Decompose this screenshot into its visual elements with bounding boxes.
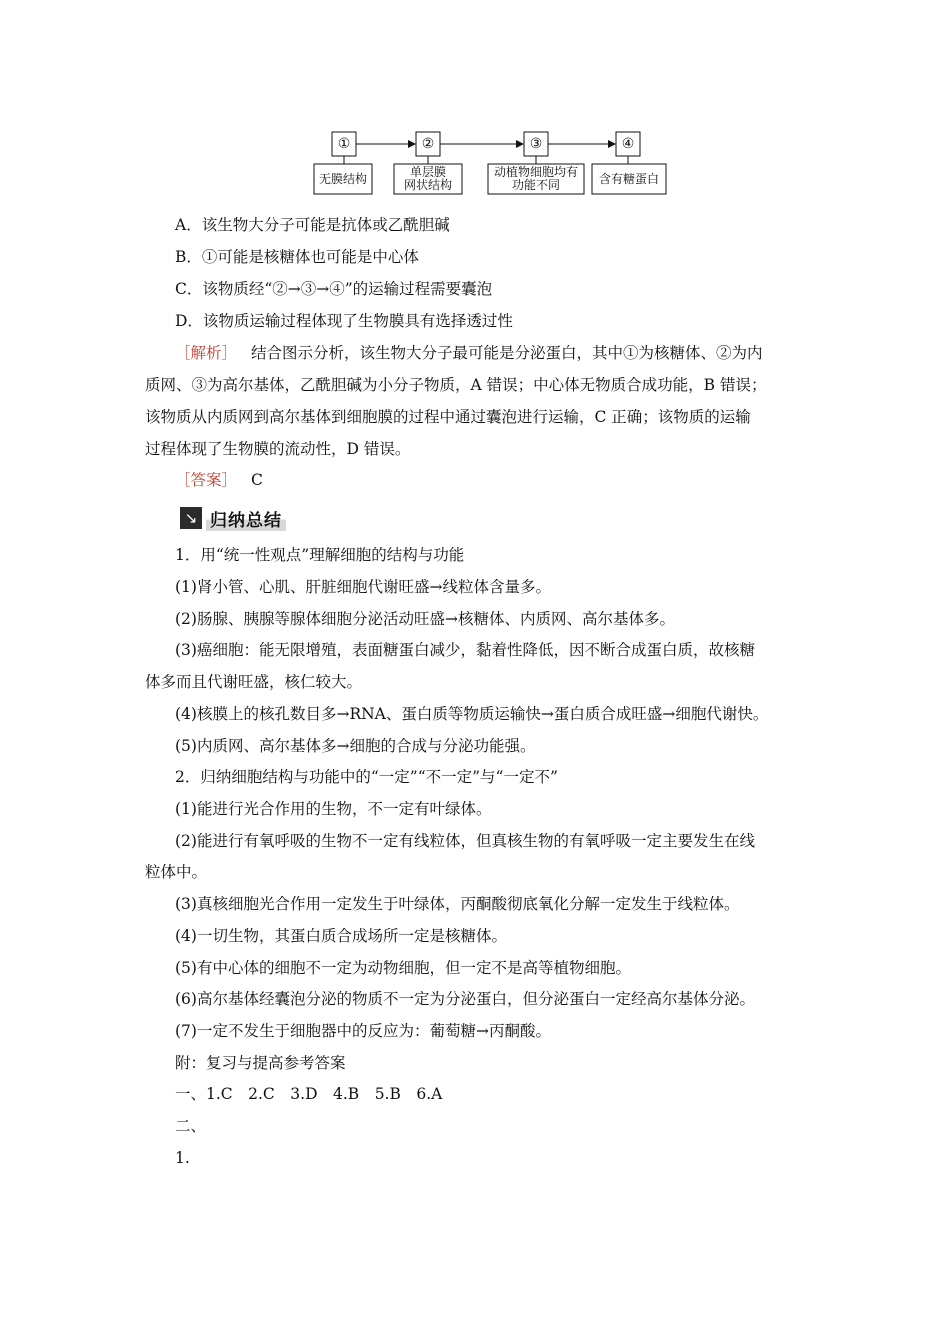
analysis-line-3: 该物质从内质网到高尔基体到细胞膜的过程中通过囊泡进行运输，C 正确；该物质的运输 (145, 408, 751, 426)
summary-line: (4)一切生物，其蛋白质合成场所一定是核糖体。 (175, 927, 507, 945)
summary-line: (2)肠腺、胰腺等腺体细胞分泌活动旺盛→核糖体、内质网、高尔基体多。 (175, 610, 675, 628)
label-2: 单层膜 网状结构 (403, 165, 452, 192)
label-3: 动植物细胞均有 功能不同 (493, 165, 578, 192)
summary-line: (1)肾小管、心肌、肝脏细胞代谢旺盛→线粒体含量多。 (175, 578, 551, 596)
summary-line: (5)有中心体的细胞不一定为动物细胞，但一定不是高等植物细胞。 (175, 959, 631, 977)
organelle-flow-diagram (300, 128, 680, 200)
answer-line (175, 470, 263, 490)
summary-line: (7)一定不发生于细胞器中的反应为：葡萄糖→丙酮酸。 (175, 1022, 551, 1040)
summary-line: (6)高尔基体经囊泡分泌的物质不一定为分泌蛋白，但分泌蛋白一定经高尔基体分泌。 (175, 990, 755, 1008)
node-2: ② (421, 136, 435, 152)
analysis-line-1: 结合图示分析，该生物大分子最可能是分泌蛋白，其中①为核糖体、②为内 (251, 344, 763, 362)
analysis-line-4: 过程体现了生物膜的流动性，D 错误。 (145, 440, 411, 458)
analysis-tag: ［解析］ (175, 344, 238, 362)
summary-line: 一、1.C 2.C 3.D 4.B 5.B 6.A (175, 1085, 443, 1103)
summary-line: 1．用“统一性观点”理解细胞的结构与功能 (175, 546, 465, 564)
summary-line: 体多而且代谢旺盛，核仁较大。 (145, 673, 363, 691)
summary-line: (4)核膜上的核孔数目多→RNA、蛋白质等物质运输快→蛋白质合成旺盛→细胞代谢快。 (175, 705, 769, 723)
answer-value: C (251, 471, 263, 489)
label-1: 无膜结构 (318, 172, 367, 186)
summary-line: 二、 (175, 1117, 207, 1135)
node-4: ④ (621, 136, 635, 152)
summary-title: 归纳总结 (206, 506, 286, 531)
summary-header (180, 505, 286, 531)
analysis-line-2: 质网、③为高尔基体，乙酰胆碱为小分子物质，A 错误；中心体无物质合成功能，B 错误； (145, 376, 767, 394)
summary-line: 附：复习与提高参考答案 (175, 1054, 346, 1072)
answer-tag: ［答案］ (175, 471, 238, 489)
summary-line: (3)癌细胞：能无限增殖，表面糖蛋白减少，黏着性降低，因不断合成蛋白质，故核糖 (175, 641, 755, 659)
option-a: A．该生物大分子可能是抗体或乙酰胆碱 (175, 216, 450, 234)
summary-line: 2．归纳细胞结构与功能中的“一定”“不一定”与“一定不” (175, 768, 558, 786)
option-b: B．①可能是核糖体也可能是中心体 (175, 248, 419, 266)
label-4: 含有糖蛋白 (598, 172, 659, 186)
option-c: C．该物质经“②→③→④”的运输过程需要囊泡 (175, 280, 493, 298)
summary-line: 1. (175, 1149, 190, 1167)
analysis-first-line (175, 343, 763, 363)
arrow-down-right-icon: ↘ (180, 507, 202, 529)
node-1: ① (337, 136, 351, 152)
summary-line: (5)内质网、高尔基体多→细胞的合成与分泌功能强。 (175, 737, 536, 755)
option-d: D．该物质运输过程体现了生物膜具有选择透过性 (175, 312, 513, 330)
summary-line: (1)能进行光合作用的生物，不一定有叶绿体。 (175, 800, 492, 818)
summary-line: 粒体中。 (145, 863, 208, 881)
summary-line: (2)能进行有氧呼吸的生物不一定有线粒体，但真核生物的有氧呼吸一定主要发生在线 (175, 832, 755, 850)
node-3: ③ (529, 136, 543, 152)
summary-line: (3)真核细胞光合作用一定发生于叶绿体，丙酮酸彻底氧化分解一定发生于线粒体。 (175, 895, 740, 913)
